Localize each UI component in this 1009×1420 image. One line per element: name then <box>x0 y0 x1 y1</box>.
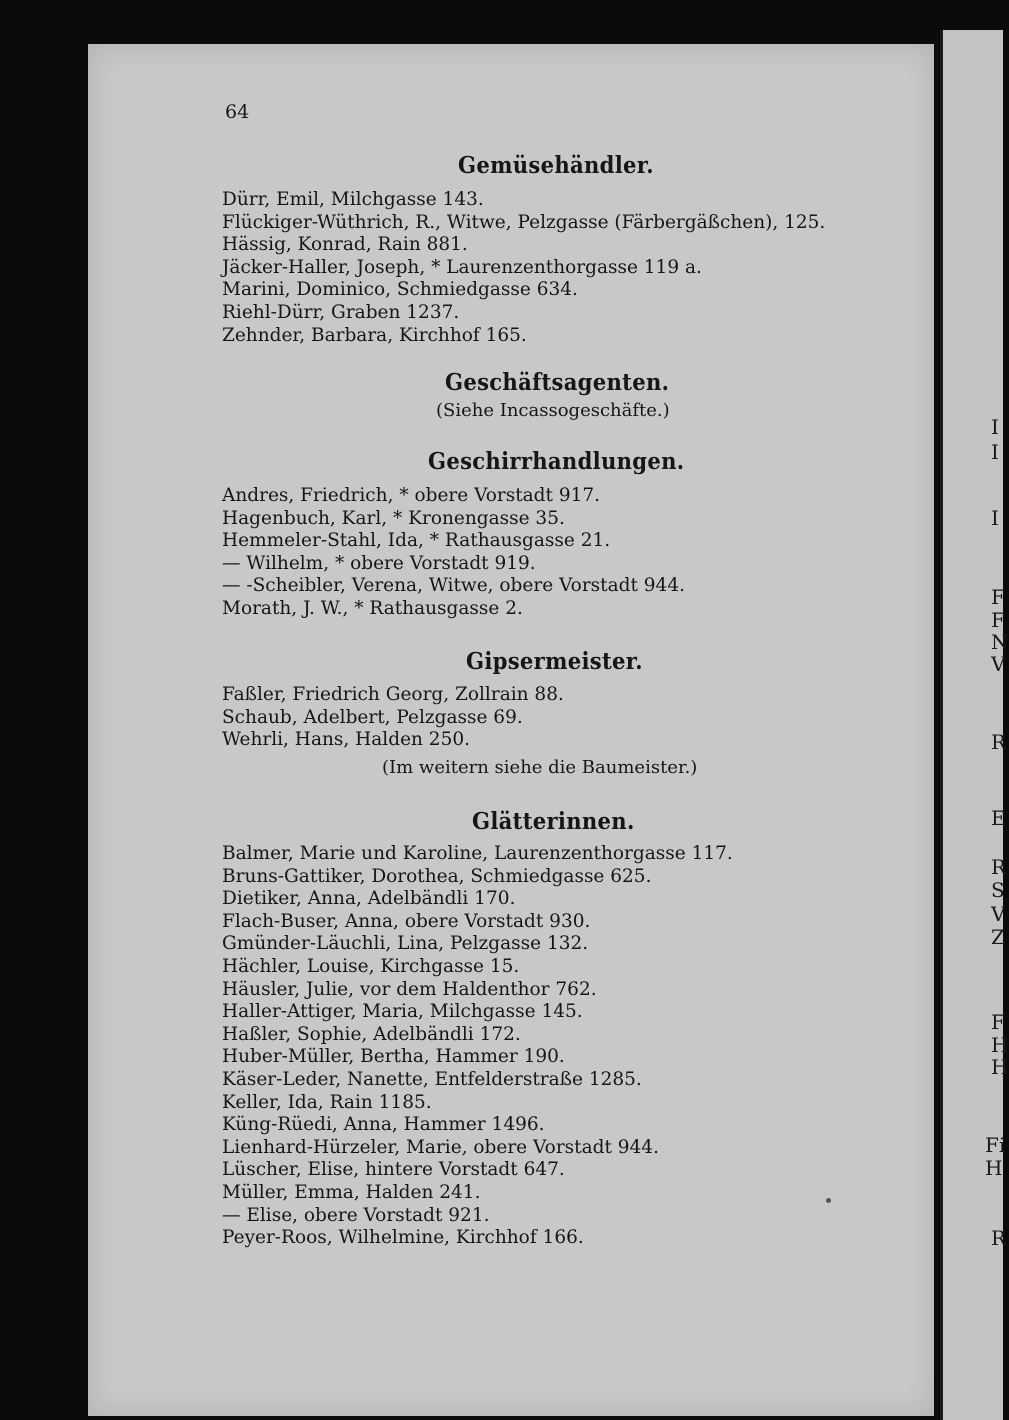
edge-letter: V <box>991 652 1006 676</box>
list-item: — Elise, obere Vorstadt 921. <box>222 1204 490 1226</box>
entry-list-geschirrhandlungen <box>222 485 685 621</box>
edge-letter: F <box>991 608 1005 632</box>
edge-letter: Fi <box>985 1133 1006 1157</box>
list-item: Dürr, Emil, Milchgasse 143. <box>222 189 484 210</box>
edge-letter: I <box>991 506 999 530</box>
list-item: Küng-Rüedi, Anna, Hammer 1496. <box>222 1114 545 1136</box>
edge-letter: N <box>991 630 1009 654</box>
section-heading-geschaeftsagenten: Geschäftsagenten. <box>445 369 670 396</box>
list-item: Peyer-Roos, Wilhelmine, Kirchhof 166. <box>222 1227 584 1249</box>
edge-letter: R <box>991 855 1007 879</box>
page-number: 64 <box>225 101 250 123</box>
edge-letter: H <box>991 1055 1009 1079</box>
edge-letter: Z <box>991 925 1005 949</box>
list-item: Hagenbuch, Karl, * Kronengasse 35. <box>222 507 565 529</box>
section-heading-gemuesehaendler: Gemüsehändler. <box>458 152 654 179</box>
edge-letter: I <box>991 415 999 439</box>
edge-letter: S <box>991 878 1005 902</box>
list-item: Flach-Buser, Anna, obere Vorstadt 930. <box>222 910 591 932</box>
list-item: Faßler, Friedrich Georg, Zollrain 88. <box>222 684 564 705</box>
edge-letter: F <box>991 1010 1005 1034</box>
list-item: Lienhard-Hürzeler, Marie, obere Vorstadt 944. <box>222 1136 659 1158</box>
cross-reference-note: (Im weitern siehe die Baumeister.) <box>382 757 698 778</box>
cross-reference-note: (Siehe Incassogeschäfte.) <box>436 400 670 421</box>
edge-letter: R <box>991 1226 1007 1250</box>
list-item: Haßler, Sophie, Adelbändli 172. <box>222 1023 521 1045</box>
entry-list-glaetterinnen <box>222 843 733 1250</box>
section-heading-gipsermeister: Gipsermeister. <box>466 648 643 675</box>
ink-spot <box>826 1198 831 1203</box>
entry-list-gipsermeister <box>222 684 564 752</box>
list-item: Riehl-Dürr, Graben 1237. <box>222 301 460 323</box>
edge-letter: E <box>991 806 1006 830</box>
edge-letter: H <box>991 1033 1009 1057</box>
list-item: Jäcker-Haller, Joseph, * Laurenzenthorgasse 119 a. <box>222 256 702 278</box>
list-item: Huber-Müller, Bertha, Hammer 190. <box>222 1046 565 1068</box>
edge-letter: R <box>991 730 1007 754</box>
section-heading-glaetterinnen: Glätterinnen. <box>472 808 635 835</box>
list-item: Gmünder-Läuchli, Lina, Pelzgasse 132. <box>222 933 589 955</box>
list-item: Keller, Ida, Rain 1185. <box>222 1091 432 1113</box>
list-item: Flückiger-Wüthrich, R., Witwe, Pelzgasse (Färbergäßchen), 125. <box>222 211 826 233</box>
section-heading-geschirrhandlungen: Geschirrhandlungen. <box>428 448 685 475</box>
list-item: Marini, Dominico, Schmiedgasse 634. <box>222 279 578 301</box>
list-item: Wehrli, Hans, Halden 250. <box>222 729 470 751</box>
list-item: Hässig, Konrad, Rain 881. <box>222 234 468 256</box>
edge-letter: H <box>985 1156 1003 1180</box>
list-item: Käser-Leder, Nanette, Entfelderstraße 1285. <box>222 1068 642 1090</box>
list-item: Hemmeler-Stahl, Ida, * Rathausgasse 21. <box>222 530 611 552</box>
entry-list-gemuesehaendler <box>222 189 825 347</box>
list-item: Häusler, Julie, vor dem Haldenthor 762. <box>222 978 597 1000</box>
list-item: — -Scheibler, Verena, Witwe, obere Vorstadt 944. <box>222 575 685 597</box>
list-item: Bruns-Gattiker, Dorothea, Schmiedgasse 625. <box>222 865 652 887</box>
edge-letter: F <box>991 585 1005 609</box>
list-item: Lüscher, Elise, hintere Vorstadt 647. <box>222 1159 565 1181</box>
list-item: Hächler, Louise, Kirchgasse 15. <box>222 955 520 977</box>
list-item: Balmer, Marie und Karoline, Laurenzenthorgasse 117. <box>222 843 733 864</box>
list-item: Schaub, Adelbert, Pelzgasse 69. <box>222 706 523 728</box>
edge-letter: V <box>991 902 1006 926</box>
list-item: Haller-Attiger, Maria, Milchgasse 145. <box>222 1001 583 1023</box>
list-item: Dietiker, Anna, Adelbändli 170. <box>222 888 516 910</box>
list-item: Morath, J. W., * Rathausgasse 2. <box>222 597 523 619</box>
edge-letter: I <box>991 440 999 464</box>
list-item: Müller, Emma, Halden 241. <box>222 1181 481 1203</box>
facing-page-edge <box>940 30 1009 1420</box>
list-item: Zehnder, Barbara, Kirchhof 165. <box>222 324 527 346</box>
list-item: Andres, Friedrich, * obere Vorstadt 917. <box>222 485 601 506</box>
list-item: — Wilhelm, * obere Vorstadt 919. <box>222 552 536 574</box>
